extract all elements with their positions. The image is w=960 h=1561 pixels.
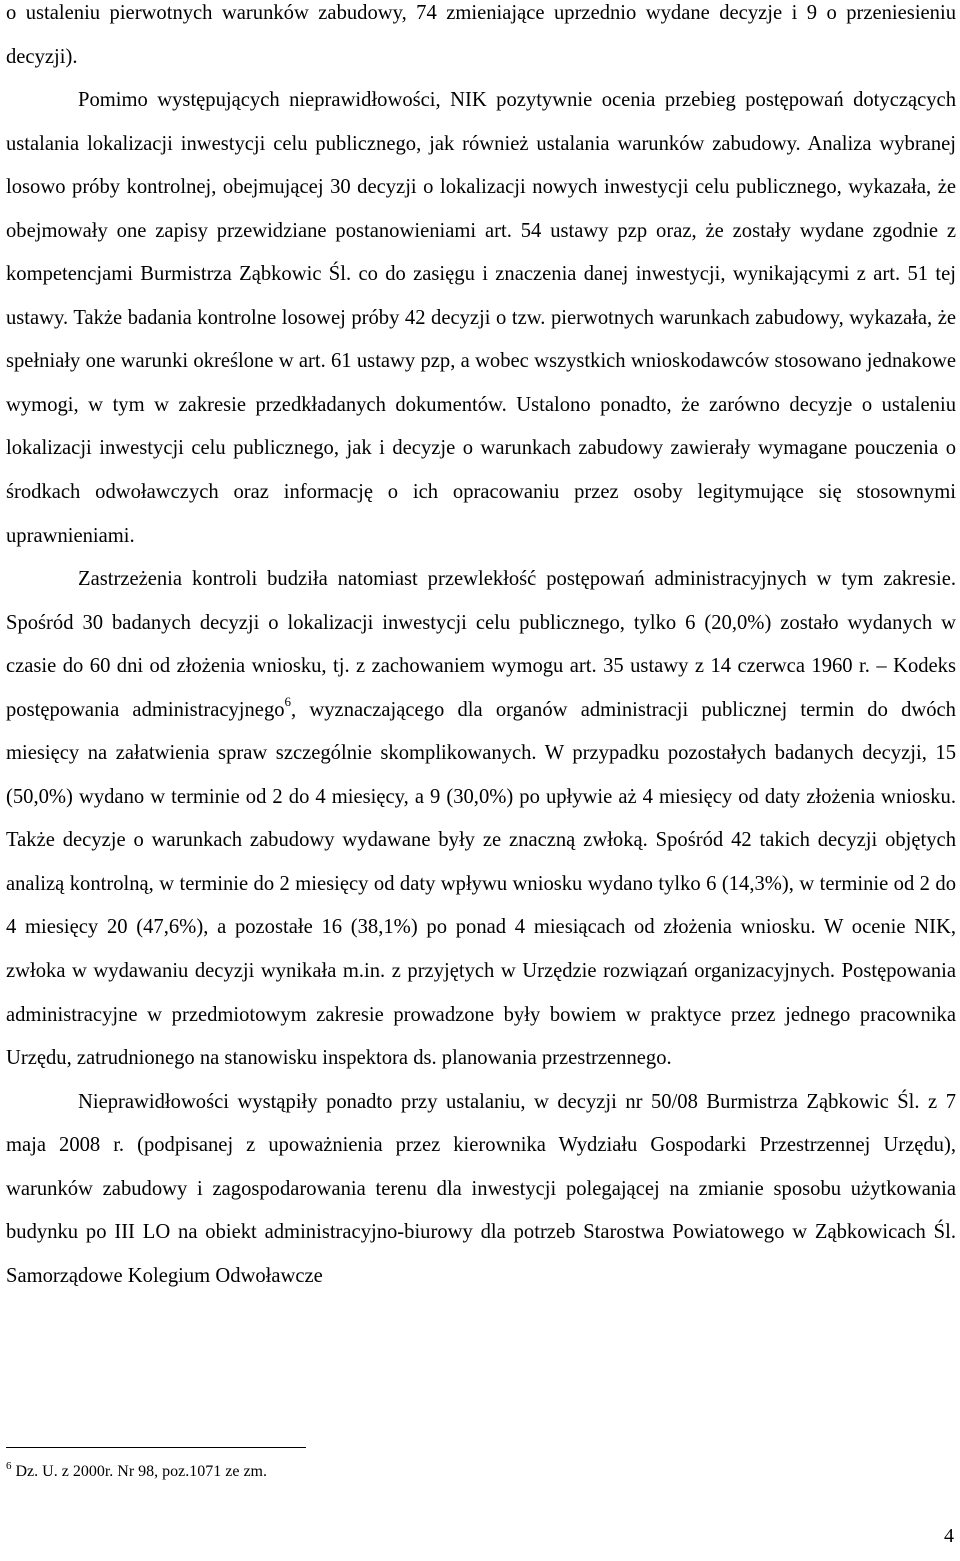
body-text — [6, 0, 956, 1298]
page-number: 4 — [944, 1525, 954, 1547]
footnote — [6, 1459, 267, 1482]
paragraph-3 — [6, 558, 956, 1081]
paragraph-4: Nieprawidłowości wystąpiły ponadto przy ustalaniu, w decyzji nr 50/08 Burmistrza Ząbkowic Śl. z 7 maja 2008 r. (podpisanej z upoważnienia przez kierownika Wydziału Gospodarki Przestrzennej Urzędu), warunków zabudowy i zagospodarowania terenu dla inwestycji polegającej na zmianie sposobu użytkowania budynku po III LO na obiekt administracyjno-biurowy dla potrzeb Starostwa Powiatowego w Ząbkowicach Śl. Samorządowe Kolegium Odwoławcze — [6, 1090, 956, 1287]
paragraph-2: Pomimo występujących nieprawidłowości, NIK pozytywnie ocenia przebieg postępowań dotyczących ustalania lokalizacji inwestycji celu publicznego, jak również ustalania warunków zabudowy. Analiza wybranej losowo próby kontrolnej, obejmującej 30 decyzji o lokalizacji nowych inwestycji celu publicznego, wykazała, że obejmowały one zapisy przewidziane postanowieniami art. 54 ustawy pzp oraz, że zostały wydane zgodnie z kompetencjami Burmistrza Ząbkowic Śl. co do zasięgu i znaczenia danej inwestycji, wynikającymi z art. 51 tej ustawy. Także badania kontrolne losowej próby 42 decyzji o tzw. pierwotnych warunkach zabudowy, wykazała, że spełniały one warunki określone w art. 61 ustawy pzp, a wobec wszystkich wnioskodawców stosowano jednakowe wymogi, w tym w zakresie przedkładanych dokumentów. Ustalono ponadto, że zarówno decyzje o ustaleniu lokalizacji inwestycji celu publicznego, jak i decyzje o warunkach zabudowy zawierały wymagane pouczenia o środkach odwoławczych oraz informację o ich opracowaniu przez osoby legitymujące się stosownymi uprawnieniami. — [6, 89, 956, 547]
footnote-reference-6: 6 — [284, 693, 292, 709]
paragraph-3-text-before-footnote: Zastrzeżenia kontroli budziła natomiast przewlekłość postępowań administracyjnych w tym zakresie. Spośród 30 badanych decyzji o lokalizacji inwestycji celu publicznego, tylko 6 (20,0%) zostało wydanych w czasie do 60 dni od złożenia wniosku, tj. z zachowaniem wymogu art. 35 ustawy z 14 czerwca 1960 r. – Kodeks postępowania administracyjnego — [6, 568, 956, 721]
footnote-marker: 6 — [6, 1459, 12, 1472]
footnote-separator — [6, 1447, 306, 1448]
footnote-text: Dz. U. z 2000r. Nr 98, poz.1071 ze zm. — [15, 1463, 267, 1480]
paragraph-1: o ustaleniu pierwotnych warunków zabudowy, 74 zmieniające uprzednio wydane decyzje i 9 o przeniesieniu decyzji). — [6, 2, 956, 68]
paragraph-3-text-after-footnote: , wyznaczającego dla organów administracji publicznej termin do dwóch miesięcy na załatwienia spraw szczególnie skomplikowanych. W przypadku pozostałych badanych decyzji, 15 (50,0%) wydano w terminie od 2 do 4 miesięcy, a 9 (30,0%) po upływie aż 4 miesięcy od daty złożenia wniosku. Także decyzje o warunkach zabudowy wydawane były ze znaczną zwłoką. Spośród 42 takich decyzji objętych analizą kontrolną, w terminie do 2 miesięcy od daty wpływu wniosku wydano tylko 6 (14,3%), w terminie od 2 do 4 miesięcy 20 (47,6%), a pozostałe 16 (38,1%) po ponad 4 miesiącach od złożenia wniosku. W ocenie NIK, zwłoka w wydawaniu decyzji wynikała m.in. z przyjętych w Urzędzie rozwiązań organizacyjnych. Postępowania administracyjne w przedmiotowym zakresie prowadzone były bowiem w praktyce przez jednego pracownika Urzędu, zatrudnionego na stanowisku inspektora ds. planowania przestrzennego. — [6, 698, 956, 1070]
